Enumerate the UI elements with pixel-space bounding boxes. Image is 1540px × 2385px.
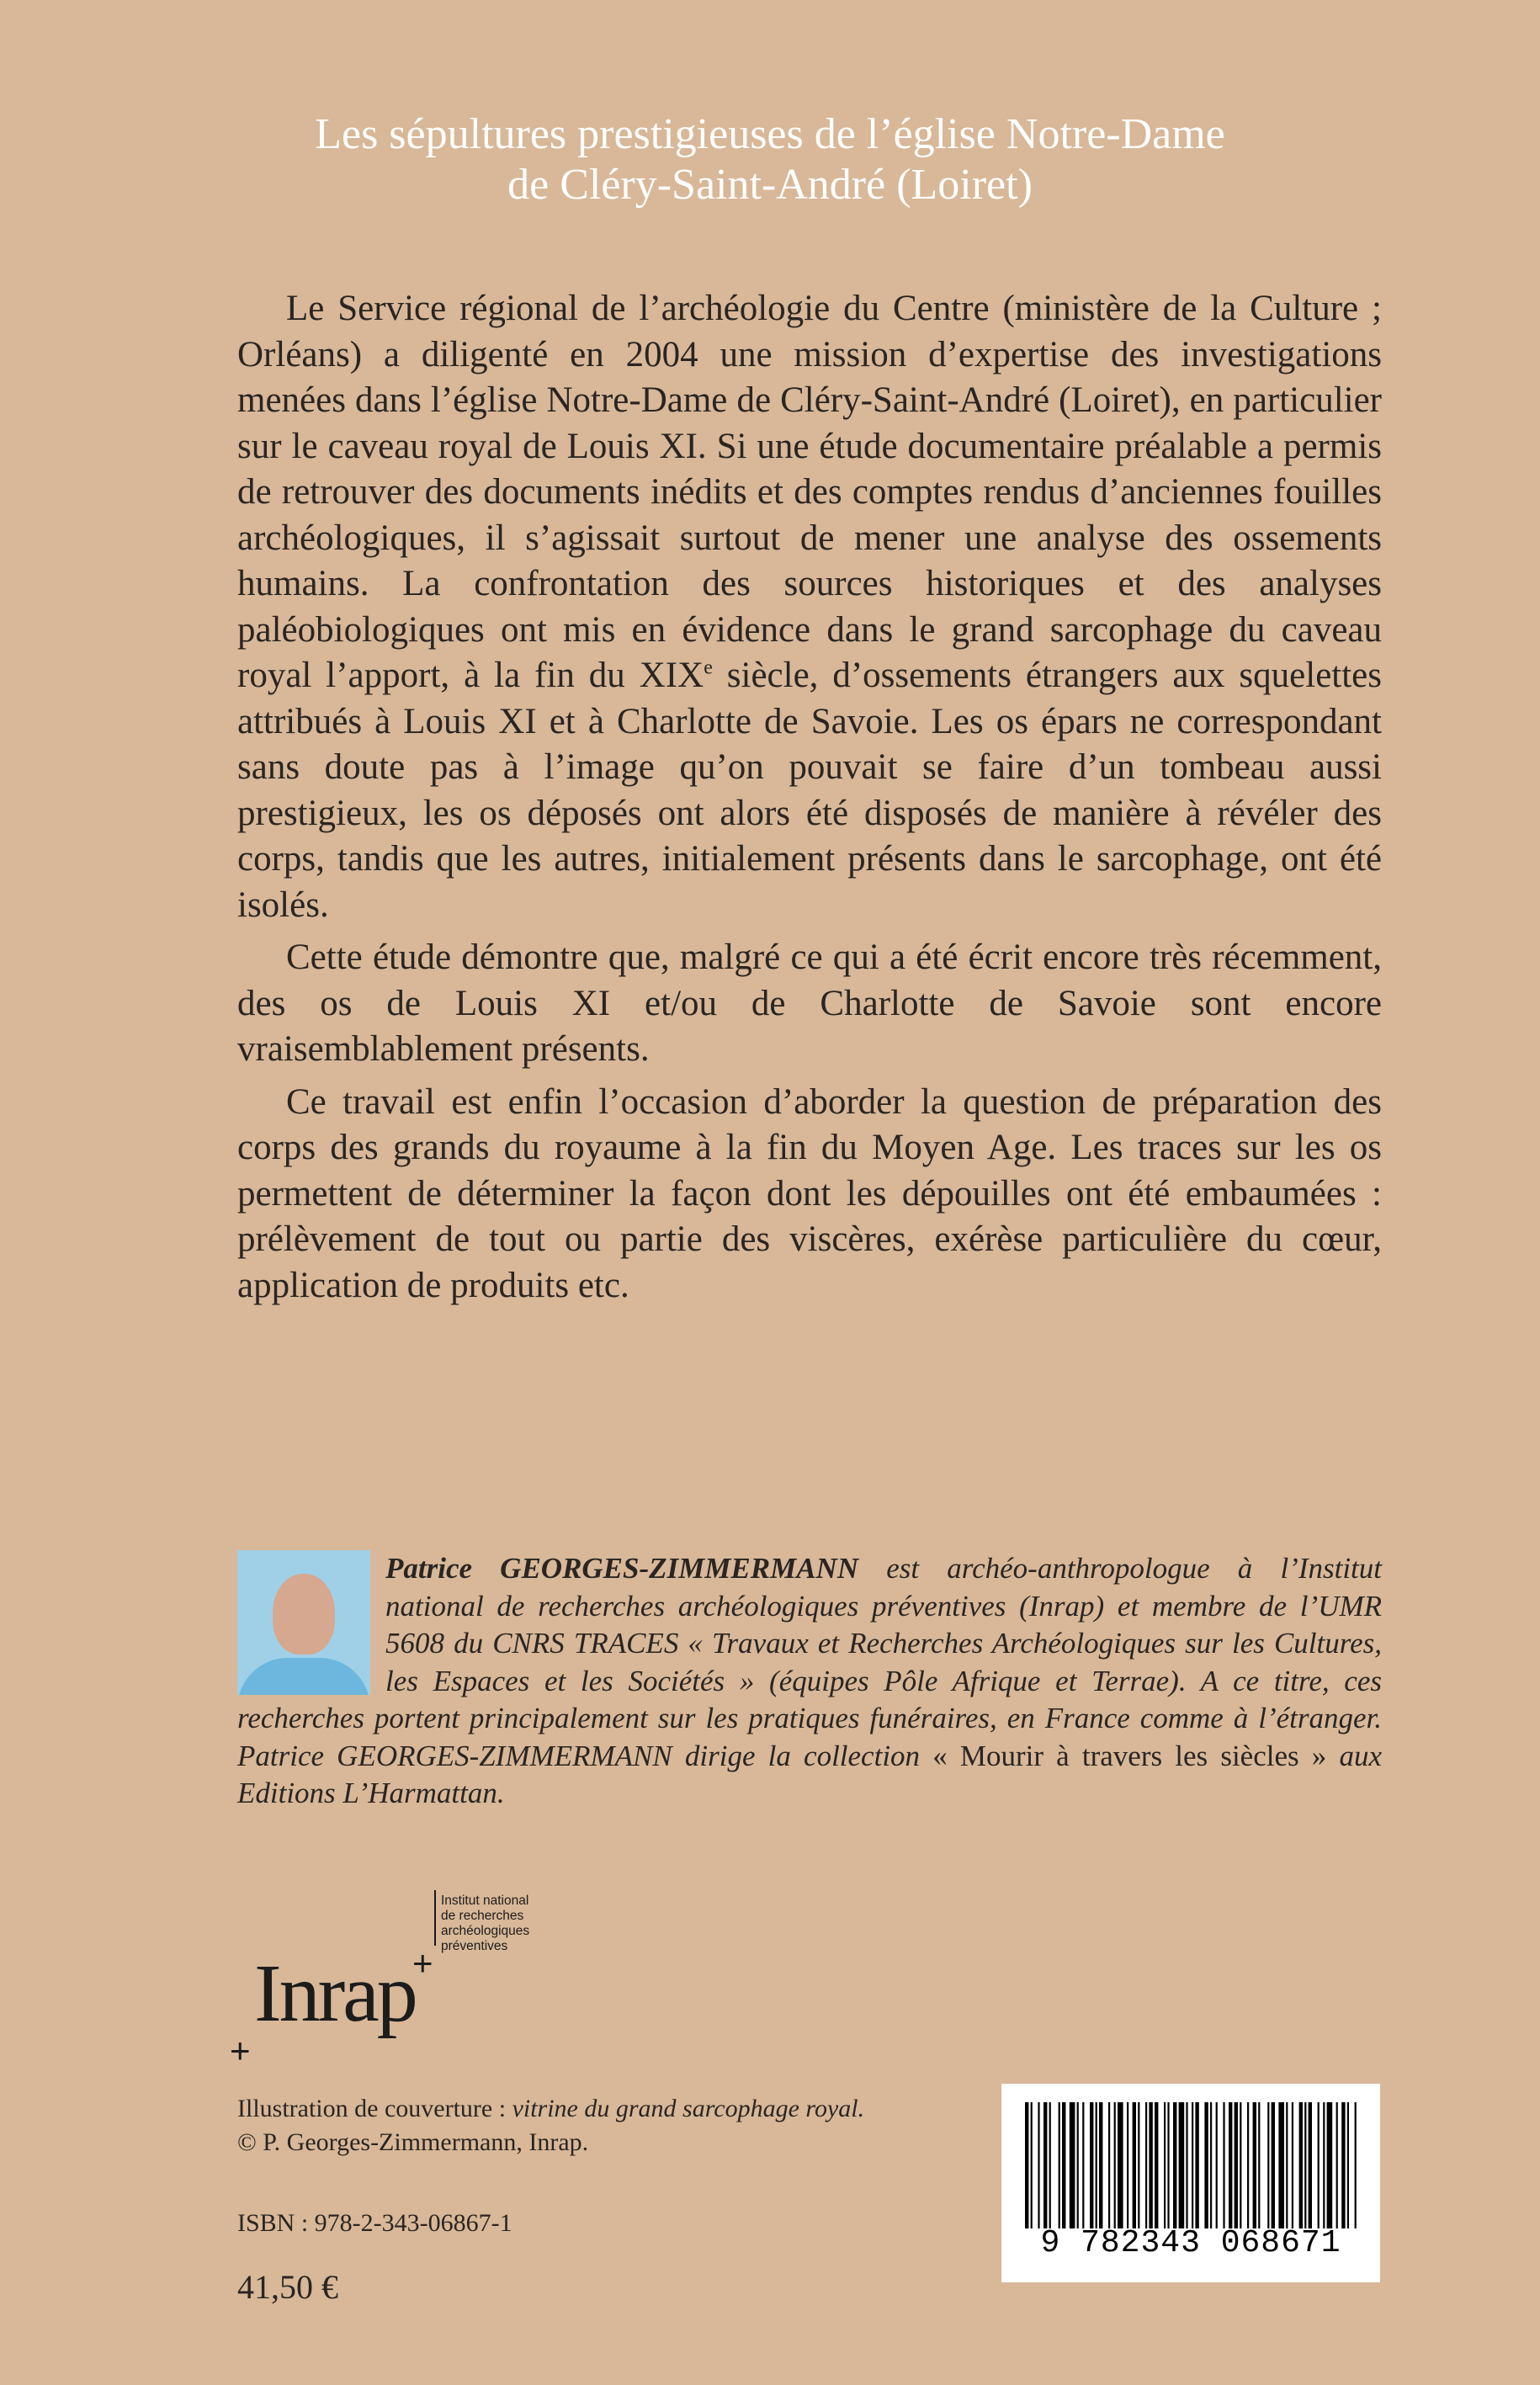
barcode-bar [1167, 2102, 1169, 2228]
barcode-bar [1341, 2102, 1345, 2228]
barcode-bar [1247, 2102, 1249, 2228]
barcode-bar [1149, 2102, 1152, 2228]
barcode-bar [1318, 2102, 1320, 2228]
barcode-bar [1355, 2102, 1357, 2228]
inrap-name-line-1: Institut national [441, 1894, 529, 1908]
inrap-divider [434, 1890, 436, 1946]
barcode-bar [1138, 2102, 1139, 2228]
barcode-bar [1204, 2102, 1208, 2228]
barcode-bar [1025, 2102, 1028, 2228]
barcode-bar [1099, 2102, 1102, 2228]
barcode-bar [1216, 2102, 1218, 2228]
inrap-name-line-3: archéologiques [441, 1924, 530, 1938]
summary-paragraph-1 [237, 286, 1382, 928]
barcode-bar [1090, 2102, 1093, 2228]
barcode-bar [1235, 2102, 1238, 2228]
barcode-bar [1145, 2102, 1147, 2228]
barcode-digits: 9 782343 068671 [1040, 2225, 1341, 2261]
cover-credit [237, 2092, 864, 2159]
barcode-bar [1179, 2102, 1185, 2228]
barcode-bar [1038, 2102, 1039, 2228]
barcode-bar [1059, 2102, 1060, 2228]
barcode-bar [1070, 2102, 1075, 2228]
back-cover-summary [237, 286, 1382, 1315]
barcode-bar [1286, 2102, 1288, 2228]
isbn: ISBN : 978-2-343-06867-1 [237, 2209, 512, 2237]
barcode-bar [1096, 2102, 1097, 2228]
barcode-bar [1192, 2102, 1193, 2228]
barcode-bar [1133, 2102, 1136, 2228]
author-bio [237, 1550, 1382, 1813]
barcode-bar [1272, 2102, 1275, 2228]
barcode-bar [1164, 2102, 1166, 2228]
bio-text-b: (équipes Pôle Afrique et Terrae). A ce titre, ces recherches portent principalement sur les pratiques funéraires, en France comme à l’étranger. Patrice GEORGES-ZIMMERMANN dirige la collection [237, 1664, 1382, 1772]
price: 41,50 € [237, 2268, 338, 2306]
barcode-bar [1049, 2102, 1051, 2228]
author-photo-head [273, 1574, 335, 1655]
barcode-bar [1043, 2102, 1047, 2228]
plus-icon: + [412, 1943, 433, 1983]
century-superscript: e [704, 656, 713, 679]
barcode-bar [1229, 2102, 1232, 2228]
inrap-logo: Inrap [254, 1948, 416, 2039]
barcode-bar [1299, 2102, 1303, 2228]
summary-paragraph-2: Cette étude démontre que, malgré ce qui a été écrit encore très récemment, des os de Louis XI et/ou de Charlotte de Savoie sont encore vraisemblablement présents. [237, 938, 1382, 1069]
bio-quote-traces: « Travaux et Recherches Archéologiques sur les Cultures, les Espaces et les Sociétés » [385, 1627, 1382, 1697]
barcode-bar [1240, 2102, 1241, 2228]
credit-caption: vitrine du grand sarcophage royal. [512, 2095, 865, 2122]
barcode-bar [1114, 2102, 1116, 2228]
bio-text-a: est archéo-anthropologue à l’Institut national de recherches archéologiques préventives (Inrap) et membre de l’UMR 5608 du CNRS TRACES [385, 1552, 1382, 1660]
barcode-bar [1327, 2102, 1333, 2228]
barcode-bar [1258, 2102, 1260, 2228]
bio-text-c: aux Editions L’Harmattan. [237, 1739, 1382, 1809]
barcode-bar [1304, 2102, 1306, 2228]
credit-label: Illustration de couverture : [237, 2095, 512, 2122]
barcode-bar [1210, 2102, 1212, 2228]
barcode-bar [1031, 2102, 1033, 2228]
barcode-bar [1173, 2102, 1176, 2228]
barcode-bar [1223, 2102, 1224, 2228]
barcode-bar [1155, 2102, 1158, 2228]
barcode-bar [1108, 2102, 1110, 2228]
barcode-bar [1118, 2102, 1123, 2228]
credit-line-1 [237, 2092, 864, 2126]
summary-p1-text-a: Le Service régional de l’archéologie du Centre (ministère de la Culture ; Orléans) a diligenté en 2004 une mission d’expertise des investigations menées dans l’église Notre-Dame de Cléry-Saint-André (Loiret), en particulier sur le caveau royal de Louis XI. Si une étude documentaire préalable a permis de retrouver des documents inédits et des comptes rendus d’anciennes fouilles archéologiques, il s’agissait surtout de mener une analyse des ossements humains. La confrontation des sources historiques et des analyses paléobiologiques ont mis en évidence dans le grand sarcophage du caveau royal l’apport, à la fin du XIX [237, 289, 1382, 695]
barcode-bar [1195, 2102, 1198, 2228]
barcode-bar [1253, 2102, 1256, 2228]
barcode-bar [1082, 2102, 1084, 2228]
barcode-bar [1062, 2102, 1065, 2228]
summary-p1-text-b: siècle, d’ossements étrangers aux squelettes attribués à Louis XI et à Charlotte de Savoie. Les os épars ne correspondant sans doute pas à l’image qu’on pouvait se faire d’un tombeau aussi prestigieux, les os déposés ont alors été disposés de manière à révéler des corps, tandis que les autres, initialement présents dans le sarcophage, ont été isolés. [237, 656, 1382, 925]
inrap-name-line-4: préventives [441, 1939, 508, 1953]
barcode-bar [1292, 2102, 1293, 2228]
inrap-name-line-2: de recherches [441, 1909, 524, 1923]
barcode-bar [1336, 2102, 1338, 2228]
credit-copyright: © P. Georges-Zimmermann, Inrap. [237, 2128, 589, 2156]
author-name: Patrice GEORGES-ZIMMERMANN [385, 1552, 859, 1585]
barcode-bar [1186, 2102, 1187, 2228]
author-photo-shoulders [237, 1658, 370, 1695]
barcode-bar [1323, 2102, 1325, 2228]
title-line-1: Les sépultures prestigieuses de l’église Notre-Dame [315, 110, 1225, 158]
barcode-bar [1278, 2102, 1284, 2228]
inrap-full-name [441, 1894, 529, 1954]
summary-paragraph-3: Ce travail est enfin l’occasion d’aborder la question de préparation des corps des grands du royaume à la fin du Moyen Age. Les traces sur les os permettent de déterminer la façon dont les dépouilles ont été embaumées : prélèvement de tout ou partie des viscères, exérèse particulière du cœur, application de produits etc. [237, 1081, 1382, 1305]
barcode-bar [1077, 2102, 1079, 2228]
barcode-bar [1347, 2102, 1349, 2228]
barcode-bar [1267, 2102, 1269, 2228]
book-title [0, 109, 1540, 210]
author-photo [237, 1550, 370, 1695]
barcode [1001, 2084, 1380, 2282]
barcode-bar [1127, 2102, 1128, 2228]
title-line-2: de Cléry-Saint-André (Loiret) [507, 161, 1033, 209]
plus-icon: + [230, 2031, 251, 2070]
barcode-bar [1309, 2102, 1312, 2228]
bio-quote-collection: « Mourir à travers les siècles » [932, 1739, 1327, 1772]
